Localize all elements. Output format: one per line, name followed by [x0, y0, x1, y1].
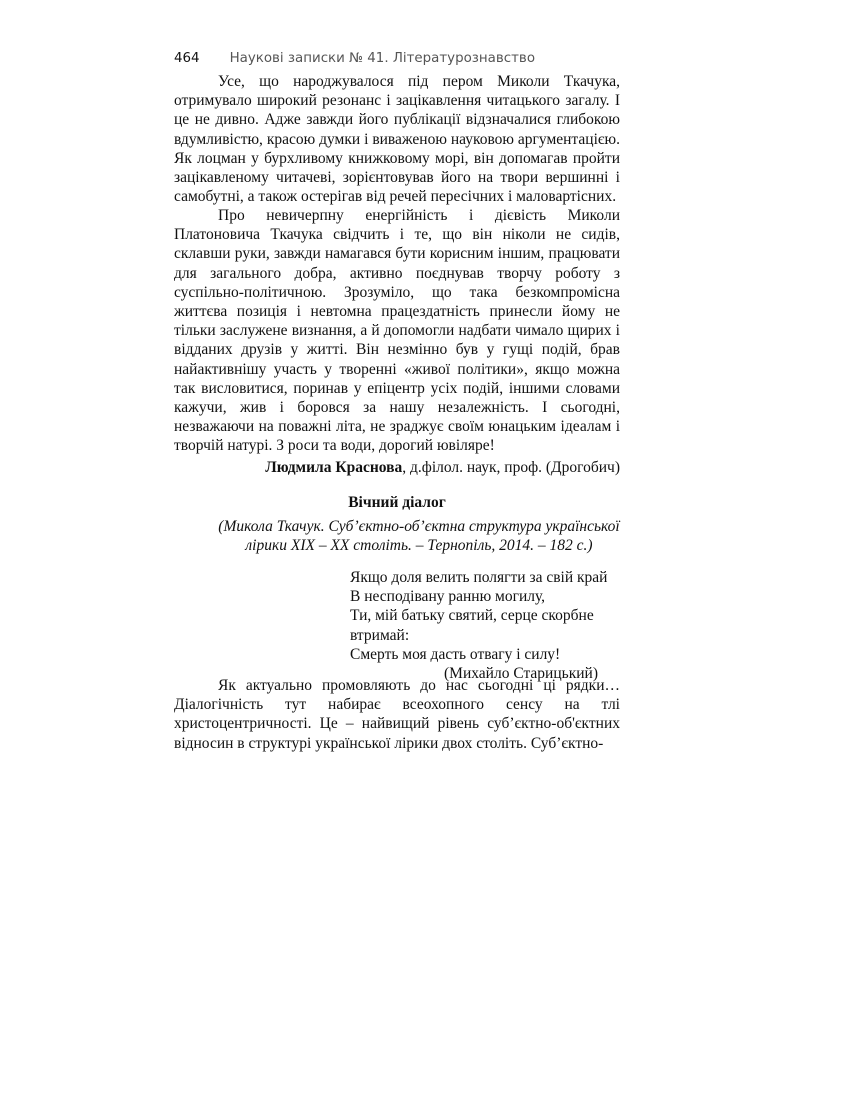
paragraph-3-text: Як актуально промовляють до нас сьогодні ці рядки… Діалогічність тут набирає всеохопного сенсу на тлі христоцентричності. Це – найвищий рівень суб’єктно-об'єктних відносин в структурі української лірики двох століть. Суб’єктно- — [174, 677, 620, 752]
paragraph-1-text: Усе, що народжувалося під пером Миколи Ткачука, отримувало широкий резонанс і зацікавлення читацького загалу. І це не дивно. Адже завжди його публікації відзначалися глибокою вдумливістю, красою думки і виваженою науковою аргументацією. Як лоцман у бурхливому книжковому морі, він допомагав пройти зацікавленому читачеві, зорієнтовував його на твори вершинні і самобутні, а також остерігав від речей пересічних і маловартісних. — [174, 73, 620, 206]
epigraph-attribution: (Михайло Старицький) — [444, 665, 598, 683]
paragraph-3 — [174, 676, 620, 753]
author-line — [174, 458, 620, 477]
epigraph — [350, 568, 620, 683]
epigraph-line: Якщо доля велить полягти за свій край — [350, 569, 608, 586]
author-credentials: , д.філол. наук, проф. (Дрогобич) — [402, 459, 620, 476]
page-number: 464 — [174, 51, 200, 66]
paragraph-2-text: Про невичерпну енергійність і дієвість Миколи Платоновича Ткачука свідчить і те, що він ніколи не сидів, склавши руки, завжди намагався бути корисним іншим, працювати для загального добра, активно поєднував творчу роботу з суспільно-політичною. Зрозуміло, що така безкомпромісна життєва позиція і невтомна працездатність принесли йому не тільки заслужене визнання, а й допомогли надбати чимало щирих і відданих друзів у житті. Він незмінно був у гущі подій, брав найактивнішу участь у творенні «живої політики», якщо можна так висловитися, поринав у епіцентр усіх подій, іншими словами кажучи, жив і боровся за нашу незалежність. І сьогодні, незважаючи на поважні літа, не зраджує своїм юнацьким ідеалам і творчій натурі. З роси та води, дорогий ювіляре! — [174, 207, 620, 455]
epigraph-line: Смерть моя дасть отвагу і силу! — [350, 645, 561, 663]
epigraph-line: Ти, мій батьку святий, серце скорбне втримай: — [350, 607, 594, 644]
journal-title: Наукові записки № 41. Літературознавство — [229, 51, 536, 66]
bibliographic-reference: (Микола Ткачук. Суб’єктно-об’єктна структура української лірики ХІХ – ХХ століть. – Тернопіль, 2014. – 182 с.) — [218, 518, 620, 555]
epigraph-line: В несподівану ранню могилу, — [350, 588, 546, 606]
running-header — [174, 50, 535, 68]
article-title: Вічний діалог — [348, 494, 446, 511]
paragraph-1 — [174, 72, 620, 206]
author-name: Людмила Краснова — [265, 459, 403, 476]
paragraph-2 — [174, 206, 620, 456]
